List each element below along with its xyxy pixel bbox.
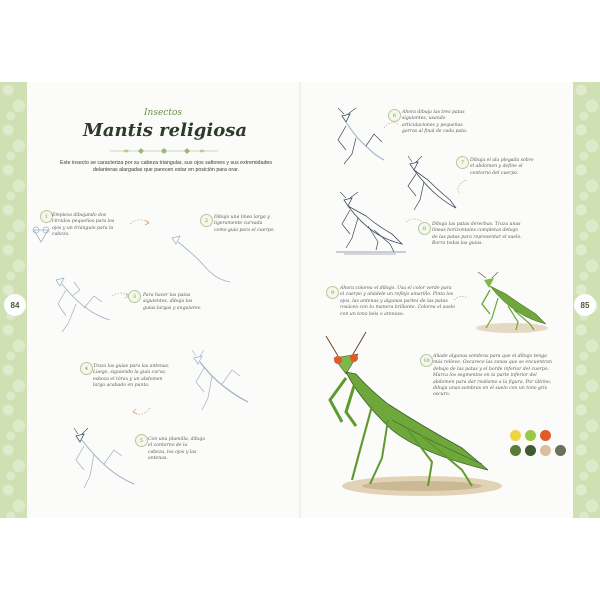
step-5-badge: 5 bbox=[135, 434, 148, 447]
step-10-text: Añade algunas sombras para que el dibujo tenga más relieve. Oscurece las zonas que se encuentran debajo de las patas y el borde inferior del cuerpo. Marca los segmentos en la parte inferior del abdomen para dar realismo a la figura. Por último, dibuja unas sombras en el suelo con un tono gris oscuro. bbox=[433, 354, 553, 398]
right-page-number: 85 bbox=[574, 294, 596, 316]
step-3-sketch bbox=[52, 272, 114, 342]
step-4-sketch bbox=[190, 348, 252, 418]
step-6-text: Ahora dibuja las tres patas siguientes, usando articulaciones y pequeñas garras al final de cada pata. bbox=[402, 110, 468, 135]
step-2-sketch bbox=[166, 230, 236, 286]
title-ornament bbox=[108, 146, 220, 156]
step-7-badge: 7 bbox=[456, 156, 469, 169]
palette-swatch-2 bbox=[525, 430, 536, 441]
step-8-text: Dibuja las patas derechas. Traza unas líneas horizontales completas debajo de las patas para representar el suelo. Borra todas las guías. bbox=[432, 222, 522, 247]
step-1-arrow bbox=[128, 214, 152, 232]
step-3-badge: 3 bbox=[128, 290, 141, 303]
step-6-badge: 6 bbox=[388, 109, 401, 122]
palette-swatch-1 bbox=[510, 430, 521, 441]
palette-swatch-6 bbox=[540, 445, 551, 456]
palette-swatch-4 bbox=[510, 445, 521, 456]
step-1-badge: 1 bbox=[40, 210, 53, 223]
section-label: Insectos bbox=[144, 108, 182, 118]
step-9-illustration bbox=[468, 272, 552, 336]
step-2-badge: 2 bbox=[200, 214, 213, 227]
step-8-sketch bbox=[330, 192, 410, 258]
step-5-sketch bbox=[70, 428, 140, 494]
step-6-sketch bbox=[326, 106, 388, 168]
step-3-text: Para hacer las patas siguientes, dibuja las guías largas y angulares. bbox=[143, 293, 202, 311]
step-4-arrow bbox=[132, 404, 154, 420]
page-title: Mantis religiosa bbox=[82, 120, 248, 141]
left-page-number: 84 bbox=[4, 294, 26, 316]
step-9-text: Ahora colorea el dibujo. Usa el color verde para el cuerpo y añádele un reflejo amarillo. Pinta los ojos, las antenas y algunas partes de las patas rosáceo con tu manera brillante. Colorea el suelo con un tono beis o arenoso. bbox=[340, 286, 456, 317]
palette-swatch-5 bbox=[525, 445, 536, 456]
step-7-arrow bbox=[452, 178, 468, 196]
palette-swatch-7 bbox=[555, 445, 566, 456]
palette-swatch-3 bbox=[540, 430, 551, 441]
book-gutter bbox=[299, 82, 301, 518]
step-9-badge: 9 bbox=[326, 286, 339, 299]
intro-text: Este insecto se caracteriza por su cabeza triangular, sus ojos saltones y sus extremidades delanteras alargadas que parecen estar en posición para orar. bbox=[60, 160, 272, 173]
step-1-text: Empieza dibujando dos círculos pequeños para los ojos y un triángulo para la cabeza. bbox=[52, 213, 115, 238]
step-2-text: Dibuja una línea larga y ligeramente curvada como guía para el cuerpo. bbox=[214, 215, 275, 233]
step-4-badge: 4 bbox=[80, 362, 93, 375]
step-4-text: Traza las guías para las antenas. Luego, siguiendo la guía curva, esboza el tórax y un abdomen largo acabado en punta. bbox=[93, 364, 170, 389]
step-8-badge: 8 bbox=[418, 222, 431, 235]
step-7-text: Dibuja el ala plegada sobre el abdomen y define el contorno del cuerpo. bbox=[470, 158, 534, 176]
step-5-text: Con una plumilla, dibuja el contorno de la cabeza, los ojos y las antenas. bbox=[148, 437, 206, 462]
step-10-badge: 10 bbox=[420, 354, 433, 367]
